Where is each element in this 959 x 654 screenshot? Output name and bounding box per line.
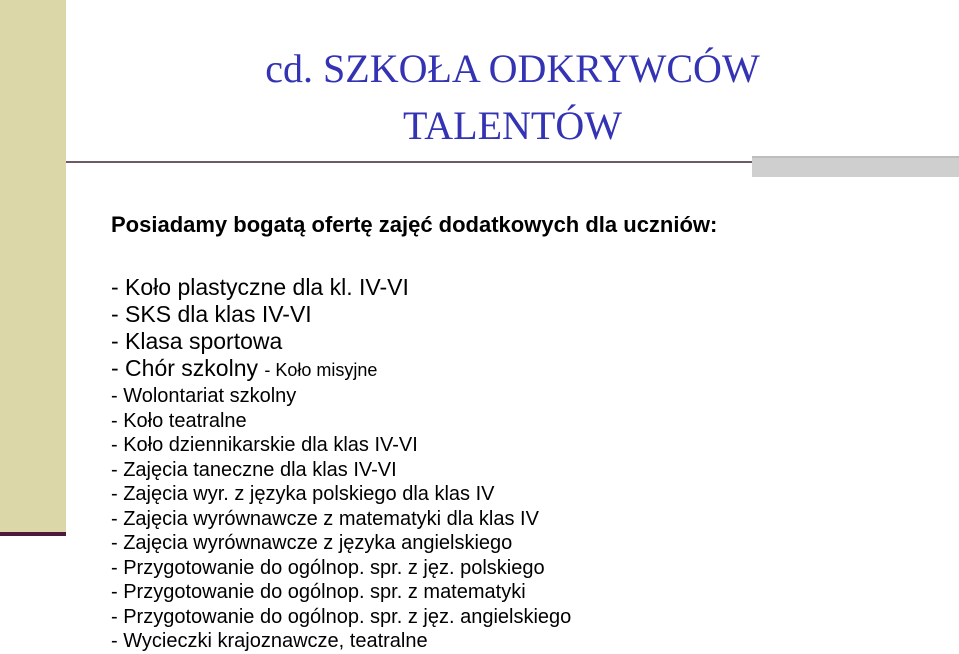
list-item-part: - Koło misyjne [264,360,378,380]
list-item: - Przygotowanie do ogólnop. spr. z matematyki [111,581,526,603]
list-item: - Wycieczki krajoznawcze, teatralne [111,630,428,652]
intro-text: Posiadamy bogatą ofertę zajęć dodatkowych dla uczniów: [111,212,718,237]
list-item: - Przygotowanie do ogólnop. spr. z jęz. angielskiego [111,605,572,628]
list-item: - Koło teatralne [111,409,247,432]
list-item: - Zajęcia taneczne dla klas IV-VI [111,458,397,481]
list-item: - SKS dla klas IV-VI [111,301,312,327]
slide-title [66,40,959,154]
title-divider-block [752,156,959,177]
list-item: - Zajęcia wyr. z języka polskiego dla klas IV [111,483,495,505]
activities-list [111,274,571,654]
left-decorative-bar [0,0,66,536]
list-item: - Koło dziennikarskie dla klas IV-VI [111,434,418,456]
list-item: - Przygotowanie do ogólnop. spr. z jęz. polskiego [111,556,545,579]
left-bar-accent-line [0,532,66,536]
list-item: - Koło plastyczne dla kl. IV-VI [111,274,409,300]
slide-title-line-1: cd. SZKOŁA ODKRYWCÓW [265,46,760,91]
list-item: - Klasa sportowa [111,328,283,354]
list-item-part: - Chór szkolny [111,355,258,381]
slide-title-line-2: TALENTÓW [403,103,622,148]
list-item: - Zajęcia wyrównawcze z języka angielskiego [111,532,513,554]
list-item: - Zajęcia wyrównawcze z matematyki dla klas IV [111,507,539,530]
list-item [111,355,571,384]
list-item: - Wolontariat szkolny [111,385,297,407]
